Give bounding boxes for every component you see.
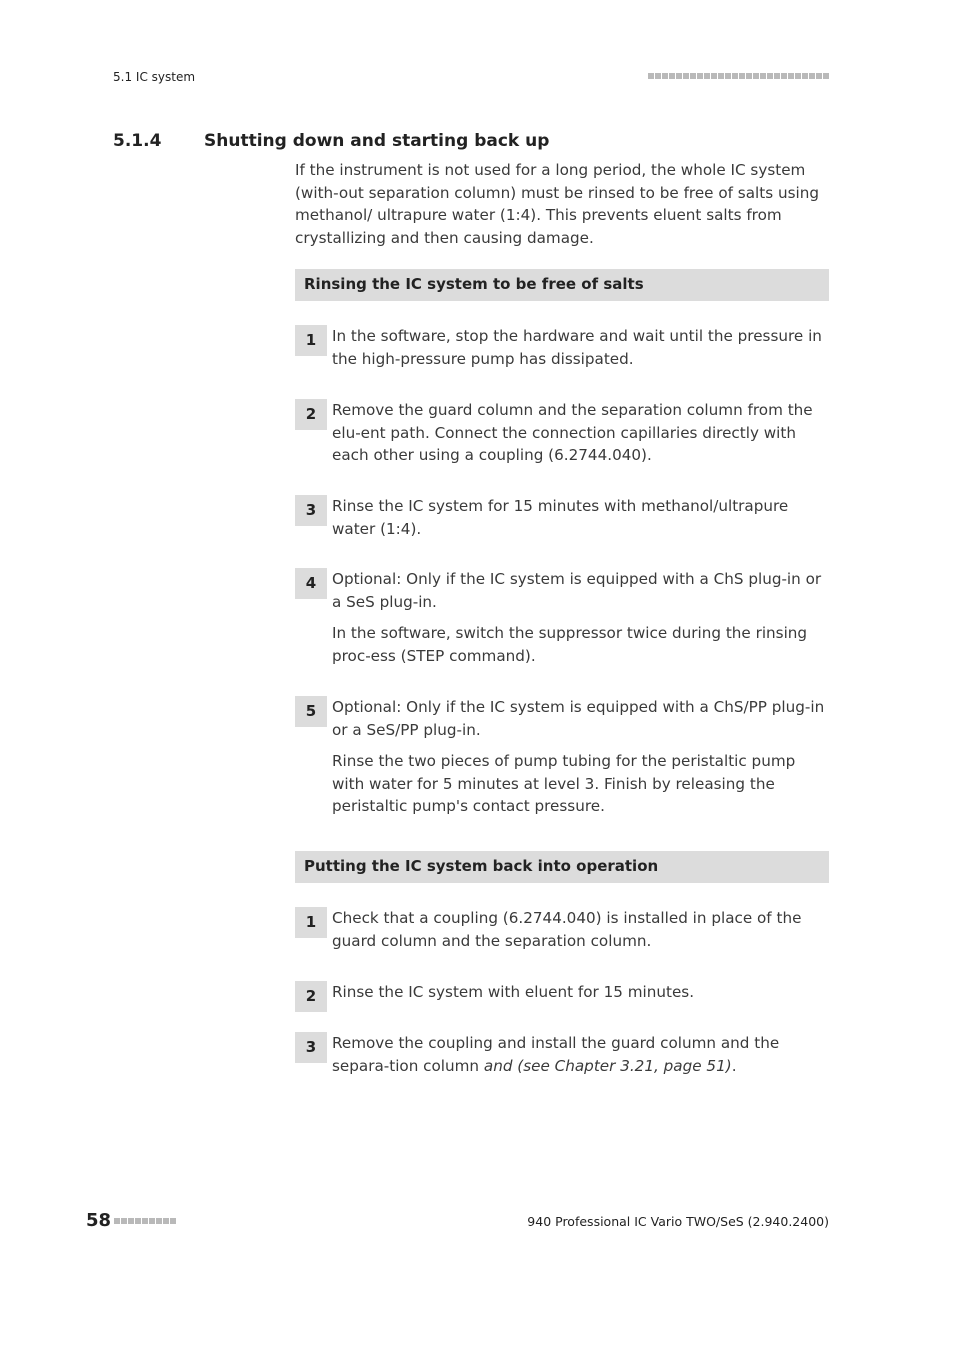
- operation-step: [295, 907, 830, 952]
- step-text: Remove the coupling and install the guard column and the separa-tion column: [332, 1034, 780, 1075]
- operation-step: [295, 1032, 830, 1077]
- section-title: Shutting down and starting back up: [204, 131, 550, 151]
- footer-dot-bar: [114, 1218, 176, 1224]
- rinsing-step: [295, 568, 830, 667]
- section-number: 5.1.4: [113, 131, 162, 151]
- header-dot-bar: [648, 73, 829, 79]
- rinsing-step: [295, 399, 830, 467]
- operation-step: [295, 981, 830, 1004]
- step-text: Optional: Only if the IC system is equipped with a ChS plug-in or a SeS plug-in.: [332, 570, 822, 611]
- step-text: Rinse the IC system with eluent for 15 minutes.: [332, 983, 695, 1001]
- step-text: In the software, stop the hardware and wait until the pressure in the high-pressure pump has dissipated.: [332, 327, 822, 368]
- step-text: Remove the guard column and the separation column from the elu-ent path. Connect the connection capillaries directly with each other using a coupling (6.2744.040).: [332, 401, 813, 465]
- step-note: Rinse the two pieces of pump tubing for the peristaltic pump with water for 5 minutes at level 3. Finish by releasing the peristaltic pump's contact pressure.: [332, 752, 796, 816]
- step-number: 5: [295, 696, 327, 727]
- step-number: 2: [295, 981, 327, 1012]
- rinsing-step: [295, 696, 830, 818]
- step-text: Check that a coupling (6.2744.040) is installed in place of the guard column and the separation column.: [332, 909, 802, 950]
- step-text-end: .: [731, 1056, 737, 1075]
- rinsing-step: [295, 325, 830, 370]
- chapter-reference-link[interactable]: and (see Chapter 3.21, page 51): [483, 1056, 732, 1075]
- step-number: 2: [295, 399, 327, 430]
- step-text: Rinse the IC system for 15 minutes with methanol/ultrapure water (1:4).: [332, 497, 789, 538]
- footer-product-title: 940 Professional IC Vario TWO/SeS (2.940.2400): [527, 1214, 829, 1229]
- step-text: Optional: Only if the IC system is equipped with a ChS/PP plug-in or a SeS/PP plug-in.: [332, 698, 825, 739]
- rinsing-heading: Rinsing the IC system to be free of salts: [295, 269, 829, 301]
- page-number: 58: [86, 1210, 112, 1231]
- step-number: 1: [295, 907, 327, 938]
- step-number: 4: [295, 568, 327, 599]
- running-header-section: 5.1 IC system: [113, 70, 196, 84]
- step-number: 3: [295, 1032, 327, 1063]
- step-note: In the software, switch the suppressor twice during the rinsing proc-ess (STEP command).: [332, 624, 808, 665]
- rinsing-step: [295, 495, 830, 540]
- step-number: 1: [295, 325, 327, 356]
- operation-heading: Putting the IC system back into operation: [295, 851, 829, 883]
- section-intro: If the instrument is not used for a long period, the whole IC system (with-out separation column) must be rinsed to be free of salts using methanol/ ultrapure water (1:4). This prevents eluent salts from crystallizing and then causing damage.: [295, 161, 819, 247]
- step-number: 3: [295, 495, 327, 526]
